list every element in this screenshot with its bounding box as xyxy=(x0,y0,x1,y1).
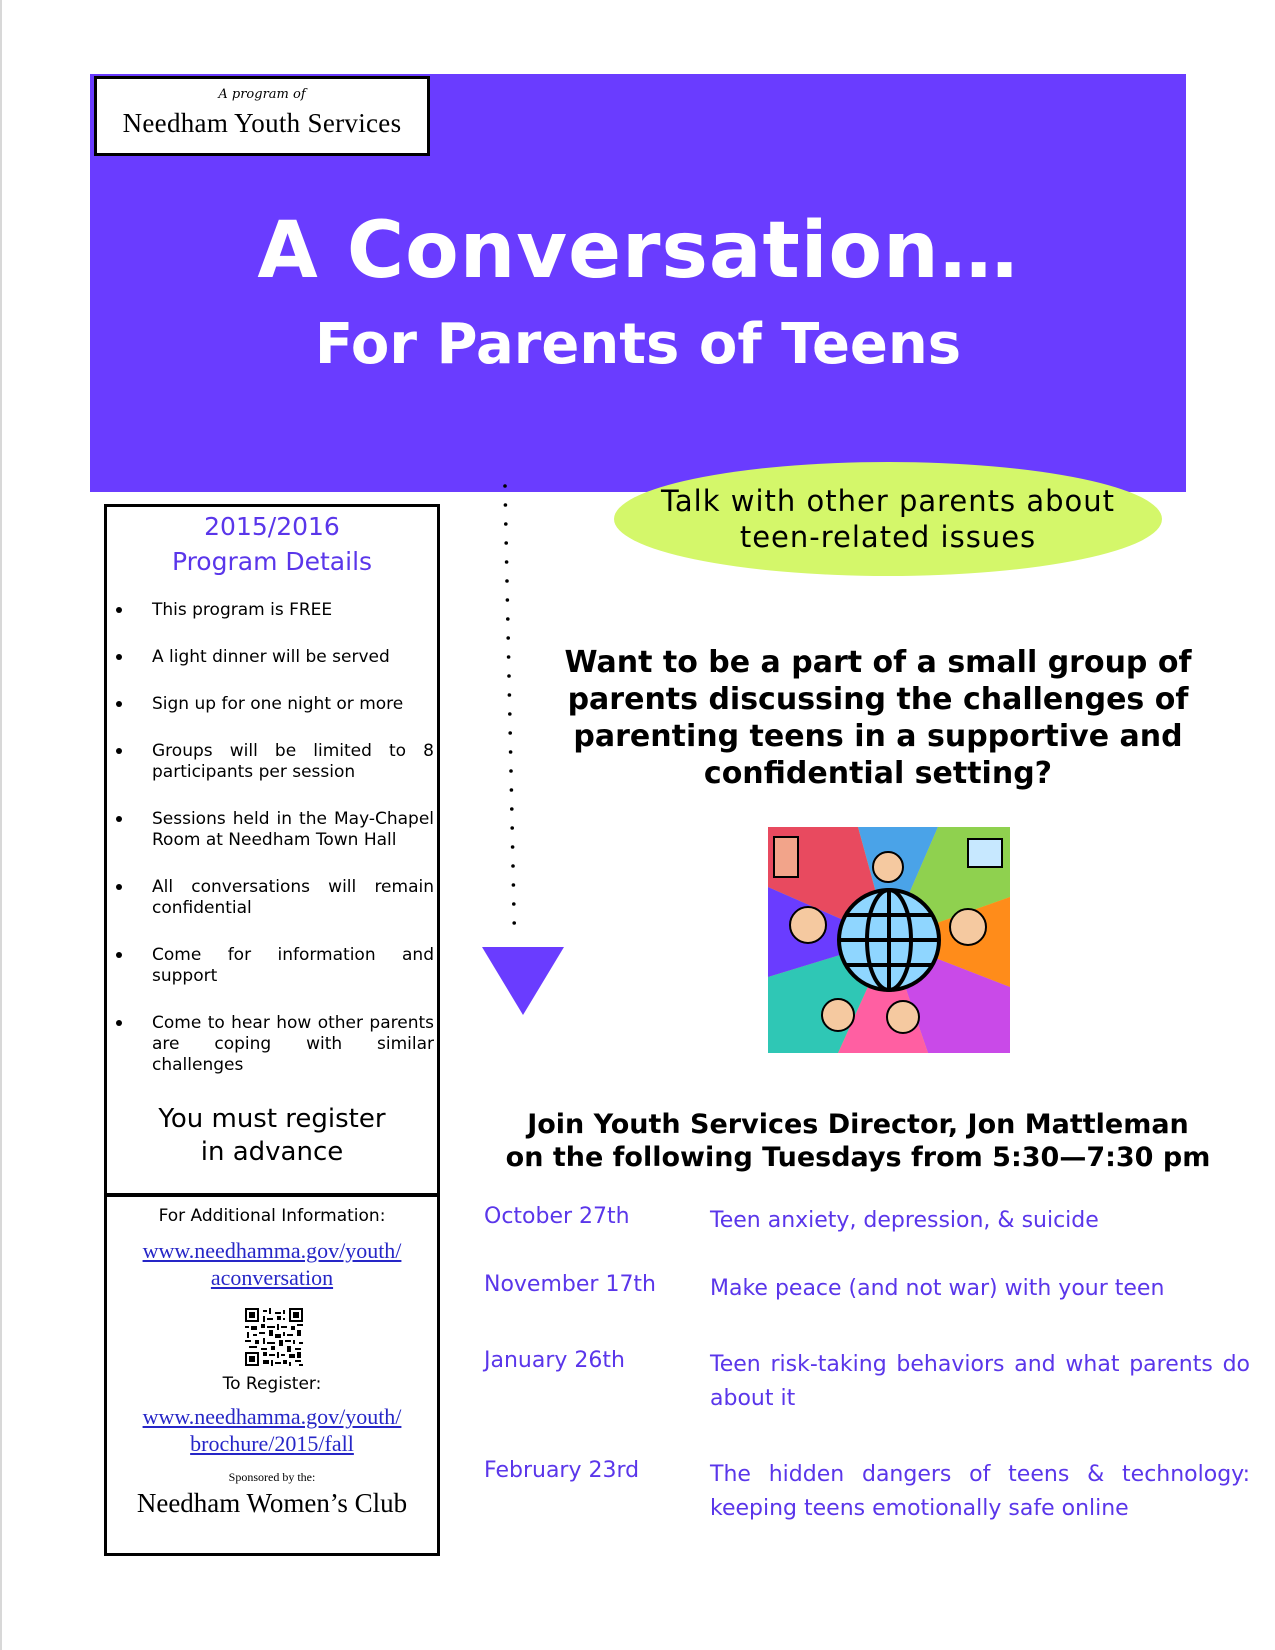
session-topic: The hidden dangers of teens & technology: keeping teens emotionally safe online xyxy=(710,1462,1250,1521)
session-date: November 17th xyxy=(484,1272,657,1297)
tagline-bubble xyxy=(614,462,1162,576)
session-topic: Teen anxiety, depression, & suicide xyxy=(710,1208,1099,1233)
info-link-line-2[interactable]: aconversation xyxy=(210,1265,334,1290)
qr-code-icon xyxy=(245,1308,303,1366)
join-line-1: Join Youth Services Director, Jon Mattleman xyxy=(527,1109,1189,1140)
join-director-text xyxy=(494,1108,1222,1174)
program-details-list xyxy=(112,600,434,1102)
session-date: October 27th xyxy=(484,1204,630,1229)
organization-name: Needham Youth Services xyxy=(122,108,402,138)
additional-info-heading: For Additional Information: xyxy=(158,1206,386,1226)
register-in-advance-note xyxy=(104,1103,440,1169)
register-link[interactable] xyxy=(104,1403,440,1457)
invitation-question: Want to be a part of a small group of parents discussing the challenges of parenting teens in a supportive and confidential setting? xyxy=(564,645,1192,791)
list-item: A light dinner will be served xyxy=(112,647,434,668)
register-link-line-1[interactable]: www.needhamma.gov/youth/ xyxy=(142,1404,402,1429)
info-link-line-1[interactable]: www.needhamma.gov/youth/ xyxy=(142,1238,402,1263)
register-note-line-1: You must register xyxy=(158,1104,386,1134)
join-line-2: on the following Tuesdays from 5:30—7:30 pm xyxy=(505,1142,1211,1173)
details-divider xyxy=(104,1193,440,1197)
page-title: A Conversation… xyxy=(257,206,1019,296)
session-topic: Teen risk-taking behaviors and what parents do about it xyxy=(710,1352,1250,1411)
page-subtitle: For Parents of Teens xyxy=(314,312,962,377)
list-item: This program is FREE xyxy=(112,600,434,621)
down-triangle-arrow-icon xyxy=(482,947,564,1017)
program-of-box xyxy=(94,76,430,156)
session-date: January 26th xyxy=(484,1348,625,1373)
list-item: Sessions held in the May-Chapel Room at Needham Town Hall xyxy=(112,809,434,851)
page-edge xyxy=(0,0,2,1650)
to-register-heading: To Register: xyxy=(222,1374,322,1394)
register-note-line-2: in advance xyxy=(200,1137,344,1167)
list-item: All conversations will remain confidential xyxy=(112,877,434,919)
list-item: Come for information and support xyxy=(112,945,434,987)
list-item: Come to hear how other parents are coping with similar challenges xyxy=(112,1013,434,1076)
list-item: Sign up for one night or more xyxy=(112,694,434,715)
dotted-line xyxy=(503,484,523,944)
session-date: February 23rd xyxy=(484,1458,640,1483)
program-details-heading: Program Details xyxy=(171,547,373,576)
session-topic: Make peace (and not war) with your teen xyxy=(710,1276,1165,1301)
sponsor-name: Needham Women’s Club xyxy=(136,1488,408,1518)
list-item: Groups will be limited to 8 participants per session xyxy=(112,741,434,783)
tagline-line-2: teen-related issues xyxy=(739,520,1037,554)
program-year: 2015/2016 xyxy=(204,512,340,541)
program-of-label: A program of xyxy=(218,87,306,102)
register-link-line-2[interactable]: brochure/2015/fall xyxy=(190,1431,354,1456)
info-link[interactable] xyxy=(104,1237,440,1291)
tagline-line-1: Talk with other parents about xyxy=(660,484,1116,518)
sponsored-by-label: Sponsored by the: xyxy=(228,1470,316,1484)
parents-circle-globe-clipart-icon xyxy=(768,827,1010,1053)
